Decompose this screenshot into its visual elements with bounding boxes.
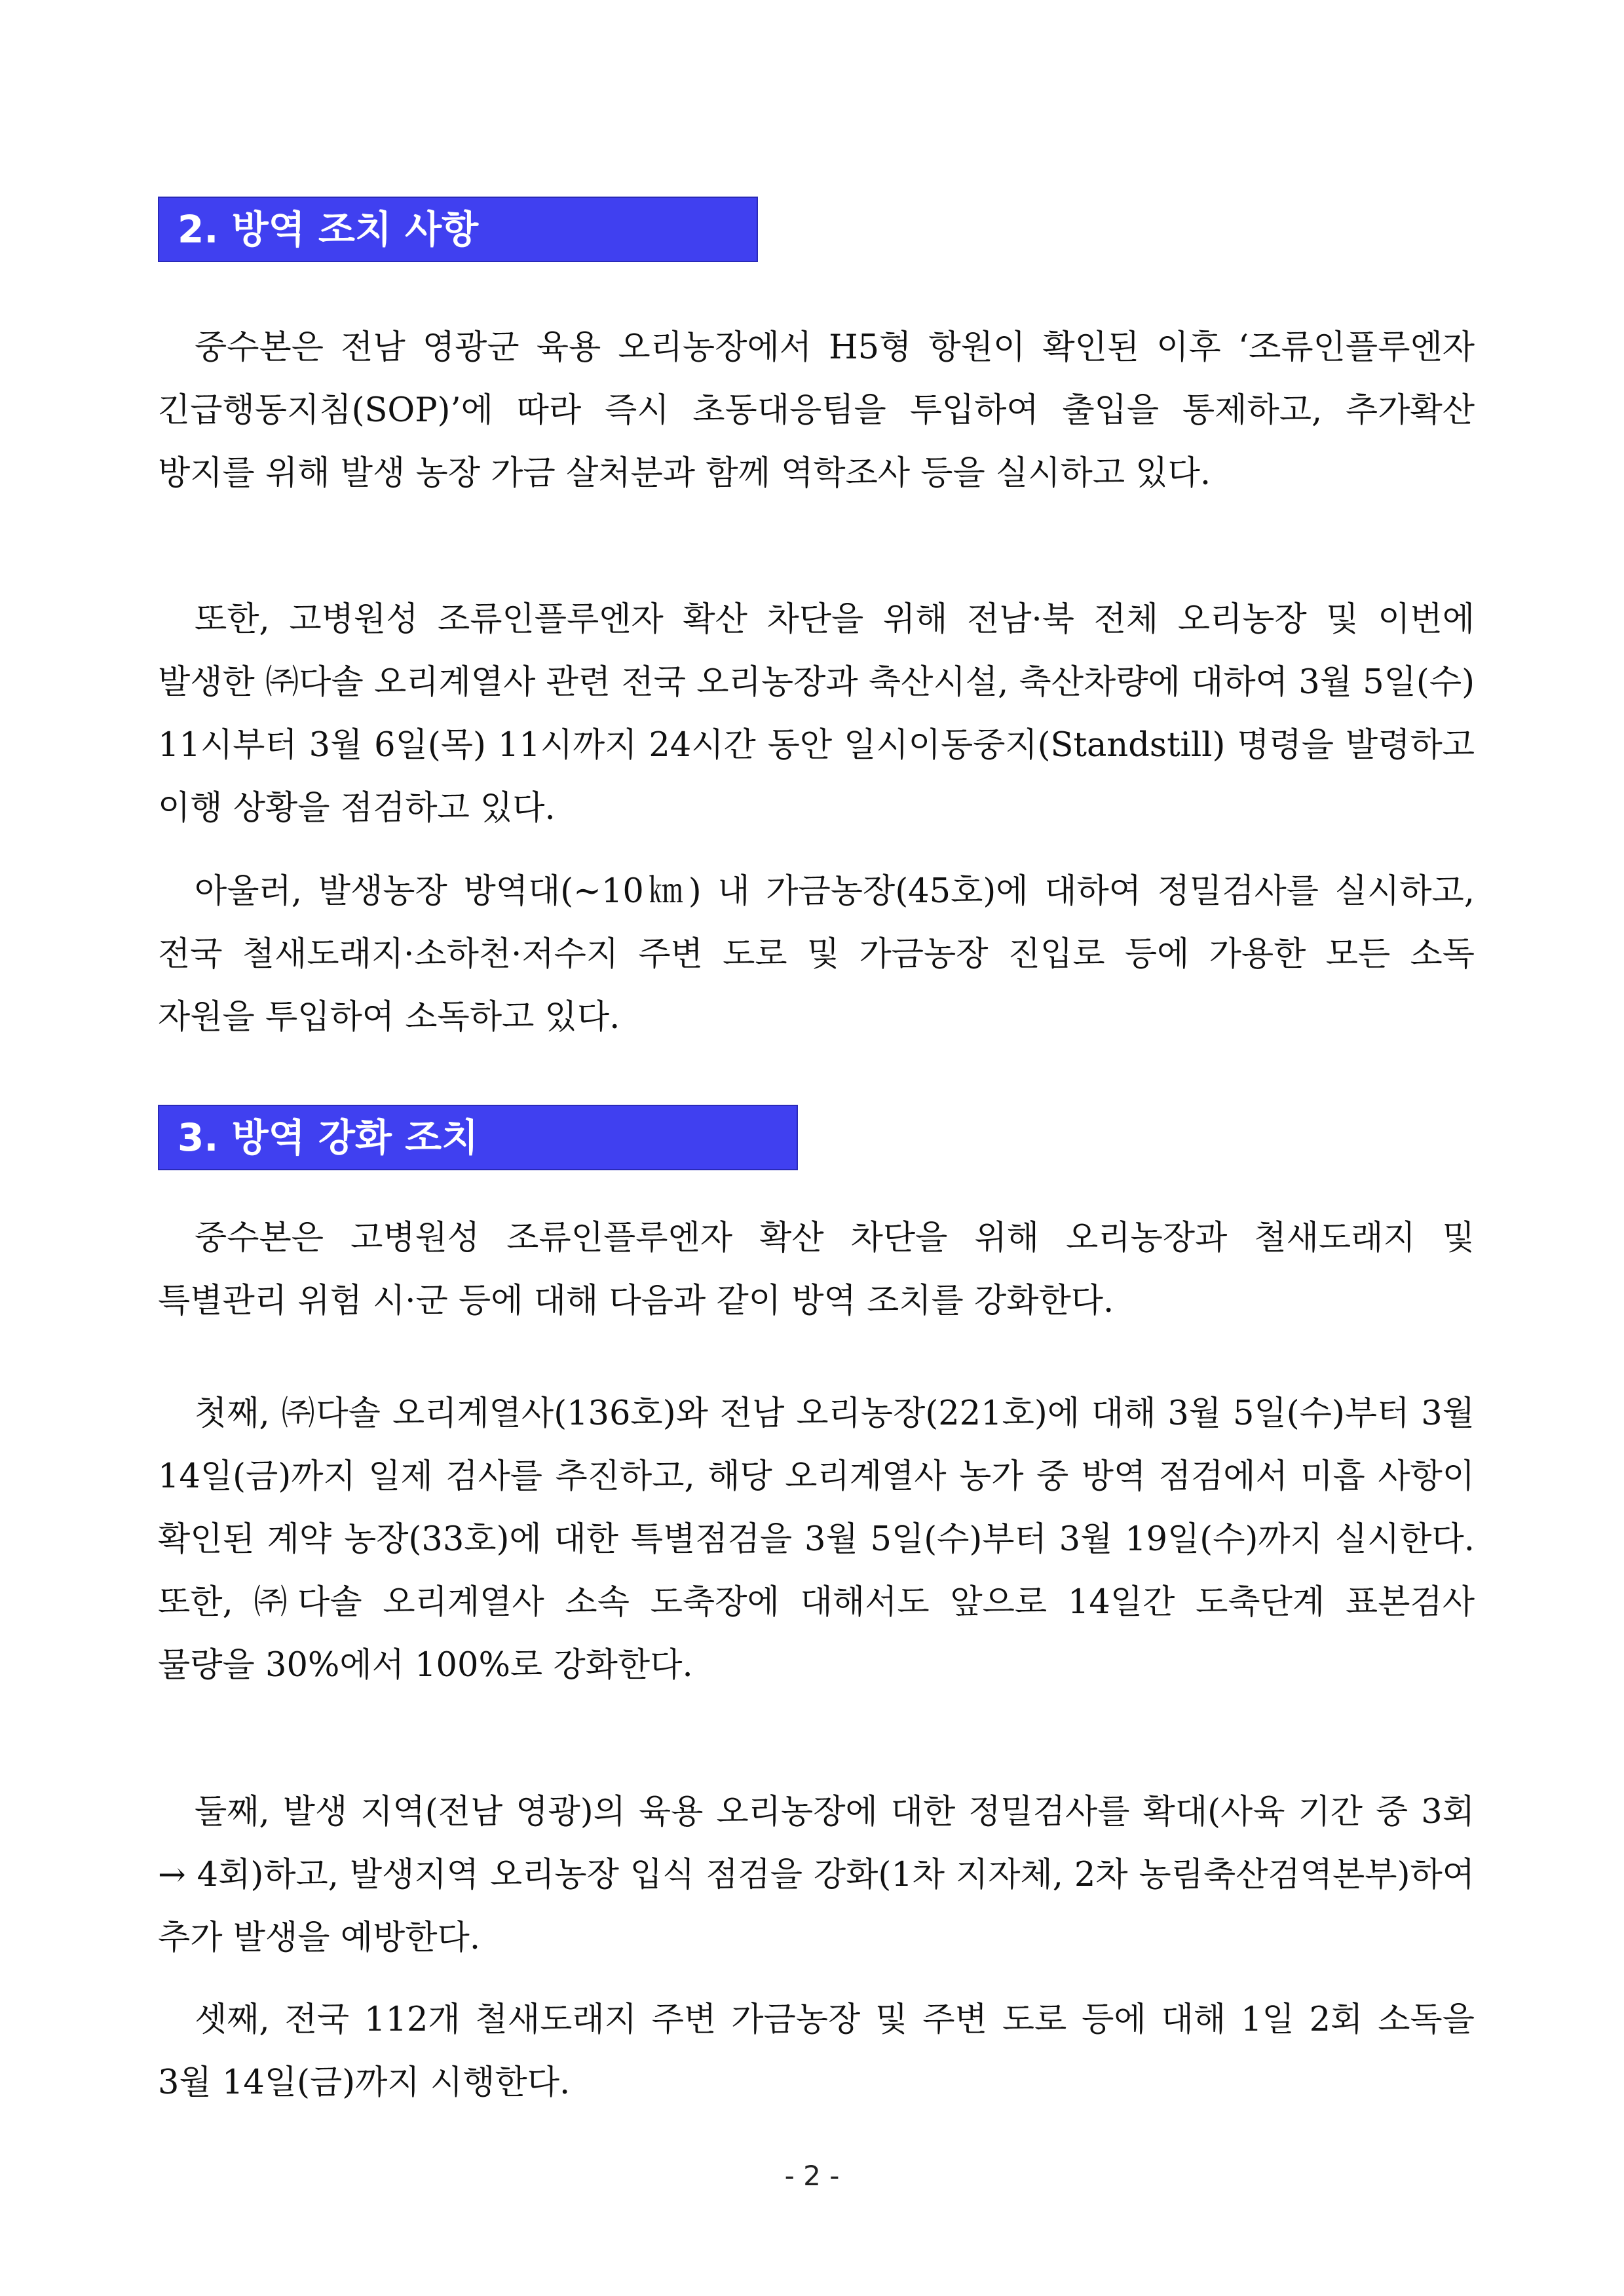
section-2-paragraph-3: 아울러, 발생농장 방역대(~10㎞) 내 가금농장(45호)에 대하여 정밀검사를 실시하고, 전국 철새도래지·소하천·저수지 주변 도로 및 가금농장 진입로 등에 가용한 모든 소독 자원을 투입하여 소독하고 있다.: [158, 872, 1475, 1037]
section-3-paragraph-3: 둘째, 발생 지역(전남 영광)의 육용 오리농장에 대한 정밀검사를 확대(사육 기간 중 3회 → 4회)하고, 발생지역 오리농장 입식 점검을 강화(1차 지자체, 2차 농림축산검역본부)하여 추가 발생을 예방한다.: [158, 1793, 1475, 1957]
section-3-paragraph-1: 중수본은 고병원성 조류인플루엔자 확산 차단을 위해 오리농장과 철새도래지 및 특별관리 위험 시·군 등에 대해 다음과 같이 방역 조치를 강화한다.: [158, 1219, 1475, 1320]
section-3-header: 3. 방역 강화 조치: [158, 1105, 798, 1170]
section-2-paragraph-1: 중수본은 전남 영광군 육용 오리농장에서 H5형 항원이 확인된 이후 ‘조류인플루엔자 긴급행동지침(SOP)’에 따라 즉시 초동대응팀을 투입하여 출입을 통제하고, 추가확산 방지를 위해 발생 농장 가금 살처분과 함께 역학조사 등을 실시하고 있다.: [158, 328, 1475, 493]
section-3-paragraph-4: 셋째, 전국 112개 철새도래지 주변 가금농장 및 주변 도로 등에 대해 1일 2회 소독을 3월 14일(금)까지 시행한다.: [158, 2000, 1475, 2102]
page-number: - 2 -: [784, 2160, 840, 2192]
section-3-paragraph-2: 첫째, ㈜다솔 오리계열사(136호)와 전남 오리농장(221호)에 대해 3월 5일(수)부터 3월 14일(금)까지 일제 검사를 추진하고, 해당 오리계열사 농가 중 방역 점검에서 미흡 사항이 확인된 계약 농장(33호)에 대한 특별점검을 3월 5일(수)부터 3월 19일(수)까지 실시한다. 또한, ㈜다솔 오리계열사 소속 도축장에 대해서도 앞으로 14일간 도축단계 표본검사 물량을 30%에서 100%로 강화한다.: [158, 1394, 1475, 1685]
section-2-header: 2. 방역 조치 사항: [158, 197, 758, 262]
section-2-paragraph-2: 또한, 고병원성 조류인플루엔자 확산 차단을 위해 전남·북 전체 오리농장 및 이번에 발생한 ㈜다솔 오리계열사 관련 전국 오리농장과 축산시설, 축산차량에 대하여 3월 5일(수) 11시부터 3월 6일(목) 11시까지 24시간 동안 일시이동중지(Standstill) 명령을 발령하고 이행 상황을 점검하고 있다.: [158, 600, 1475, 828]
